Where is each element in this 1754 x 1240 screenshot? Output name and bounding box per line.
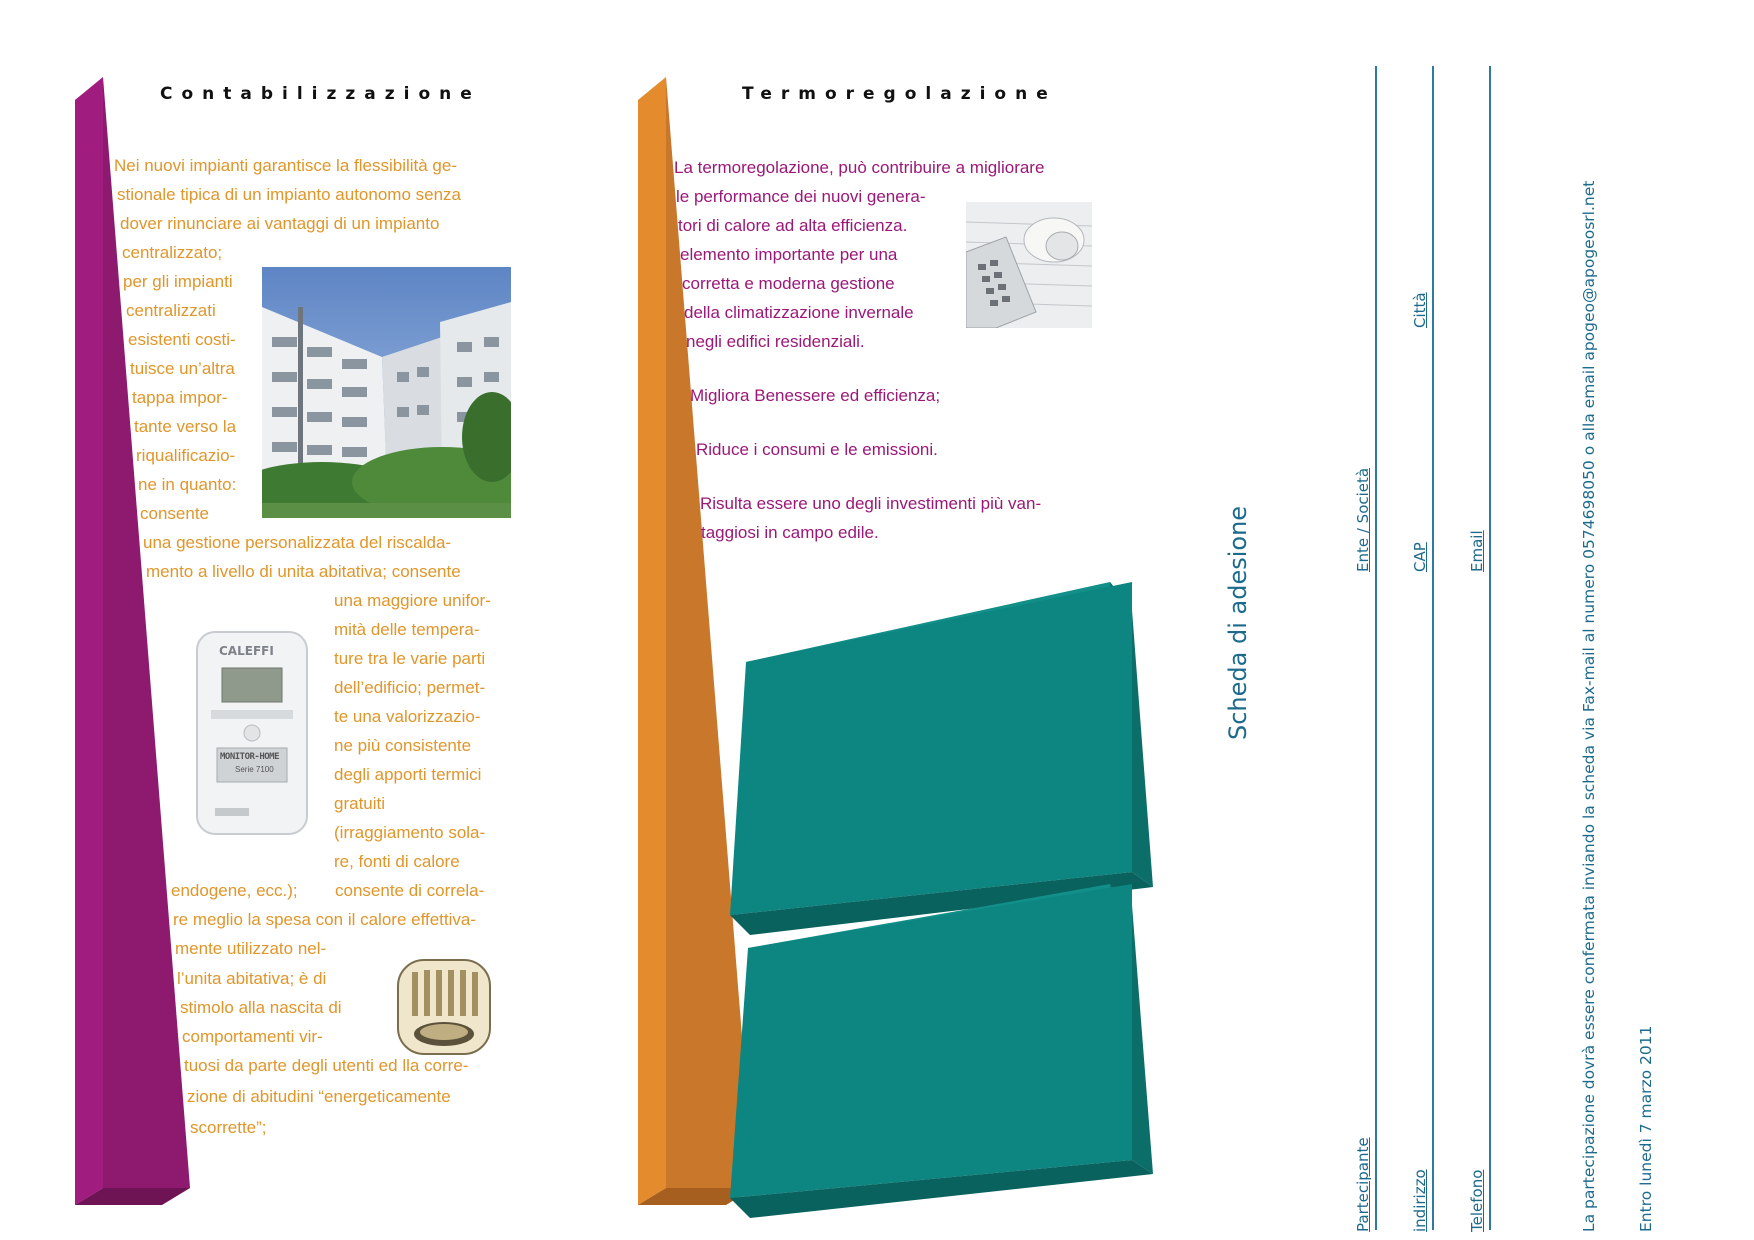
- contabilizzazione-line: scorrette”;: [190, 1118, 267, 1137]
- contabilizzazione-line: dover rinunciare ai vantaggi di un impianto: [120, 214, 440, 233]
- meter-brand: CALEFFI: [219, 644, 274, 658]
- contabilizzazione-line: consente di correla-: [335, 881, 485, 900]
- termoregolazione-line: Migliora Benessere ed efficienza;: [690, 386, 941, 405]
- participation-note: La partecipazione dovrà essere confermata inviando la scheda via Fax-mail al numero 0574698050 o alla email apogeo@apogeosrl.net: [1580, 180, 1598, 1232]
- termoregolazione-line: taggiosi in campo edile.: [701, 523, 879, 542]
- contabilizzazione-line: stimolo alla nascita di: [180, 998, 342, 1017]
- contabilizzazione-line: endogene, ecc.);: [171, 881, 298, 900]
- contabilizzazione-line: tuosi da parte degli utenti ed lla corre-: [184, 1056, 469, 1075]
- contabilizzazione-line: tante verso la: [134, 417, 237, 436]
- form-line-3: [1489, 66, 1491, 1230]
- termoregolazione-line: della climatizzazione invernale: [684, 303, 914, 322]
- meter-device-shape: [193, 628, 311, 838]
- meter-series: Serie 7100: [235, 765, 274, 774]
- contabilizzazione-line: una gestione personalizzata del riscalda-: [143, 533, 452, 552]
- heading-contabilizzazione: Contabilizzazione: [160, 84, 481, 104]
- manifold-photo: [392, 952, 498, 1060]
- contabilizzazione-line: dell’edificio; permet-: [334, 678, 486, 697]
- termoregolazione-line: Risulta essere uno degli investimenti più van-: [700, 494, 1042, 513]
- form-title: Scheda di adesione: [1224, 505, 1252, 740]
- contabilizzazione-line: comportamenti vir-: [182, 1027, 323, 1046]
- contabilizzazione-line: gratuiti: [334, 794, 386, 813]
- heading-termoregolazione: Termoregolazione: [742, 84, 1057, 104]
- contabilizzazione-line: ne in quanto:: [138, 475, 237, 494]
- contabilizzazione-line: stionale tipica di un impianto autonomo senza: [117, 185, 461, 204]
- termoregolazione-line: Riduce i consumi e le emissioni.: [696, 440, 938, 459]
- caleffi-meter-photo: [193, 628, 311, 838]
- label-citta: Città: [1411, 292, 1429, 328]
- contabilizzazione-line: degli apporti termici: [334, 765, 482, 784]
- contabilizzazione-line: Nei nuovi impianti garantisce la flessibilità ge-: [114, 156, 457, 175]
- termoregolazione-line: le performance dei nuovi genera-: [676, 187, 926, 206]
- contabilizzazione-line: ture tra le varie parti: [334, 649, 486, 668]
- contabilizzazione-line: mento a livello di unita abitativa; consente: [146, 562, 461, 581]
- orange-bar-and-boxes: [600, 0, 1160, 1240]
- contabilizzazione-line: mità delle tempera-: [334, 620, 480, 639]
- contabilizzazione-line: (irraggiamento sola-: [334, 823, 486, 842]
- contabilizzazione-line: ne più consistente: [334, 736, 472, 755]
- form-line-2: [1432, 66, 1434, 1230]
- termoregolazione-line: tori di calore ad alta efficienza.: [678, 216, 908, 235]
- contabilizzazione-line: te una valorizzazio-: [334, 707, 481, 726]
- contabilizzazione-line: re meglio la spesa con il calore effettiva-: [173, 910, 477, 929]
- contabilizzazione-line: per gli impianti: [123, 272, 233, 291]
- termoregolazione-line: negli edifici residenziali.: [686, 332, 865, 351]
- contabilizzazione-line: esistenti costi-: [128, 330, 236, 349]
- contabilizzazione-line: tappa impor-: [132, 388, 228, 407]
- termoregolazione-line: La termoregolazione, può contribuire a migliorare: [674, 158, 1045, 177]
- deadline-note: Entro lunedì 7 marzo 2011: [1637, 1025, 1655, 1232]
- termoregolazione-line: corretta e moderna gestione: [682, 274, 895, 293]
- contabilizzazione-line: zione di abitudini “energeticamente: [187, 1087, 451, 1106]
- label-cap: CAP: [1411, 542, 1429, 572]
- label-indirizzo: indirizzo: [1411, 1169, 1429, 1232]
- label-partecipante: Partecipante: [1354, 1137, 1372, 1232]
- label-telefono: Telefono: [1468, 1169, 1486, 1232]
- building-photo: [262, 267, 511, 518]
- label-ente-societa: Ente / Società: [1354, 467, 1372, 572]
- meter-model: MONITOR-HOME: [220, 752, 280, 762]
- termoregolazione-line: elemento importante per una: [680, 245, 898, 264]
- contabilizzazione-line: tuisce un’altra: [130, 359, 235, 378]
- contabilizzazione-line: consente: [140, 504, 209, 523]
- contabilizzazione-line: centralizzato;: [122, 243, 223, 262]
- form-line-1: [1375, 66, 1377, 1230]
- calculator-thermostat-photo: [966, 202, 1092, 328]
- contabilizzazione-line: re, fonti di calore: [334, 852, 460, 871]
- contabilizzazione-line: l’unita abitativa; è di: [177, 969, 327, 988]
- contabilizzazione-line: riqualificazio-: [136, 446, 236, 465]
- contabilizzazione-line: una maggiore unifor-: [334, 591, 491, 610]
- contabilizzazione-line: centralizzati: [126, 301, 216, 320]
- label-email: Email: [1468, 530, 1486, 572]
- contabilizzazione-line: mente utilizzato nel-: [175, 939, 327, 958]
